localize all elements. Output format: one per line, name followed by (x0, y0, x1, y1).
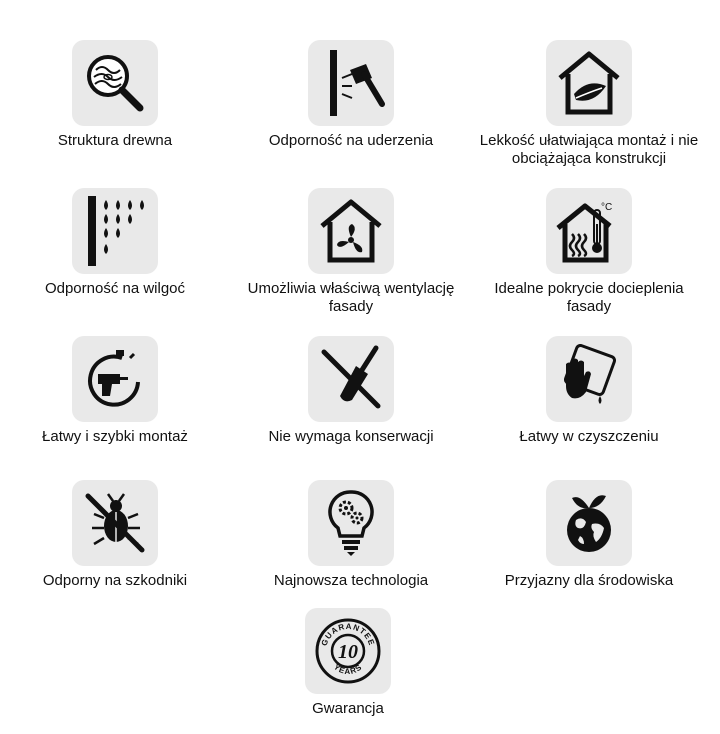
icon-tile (72, 336, 158, 422)
feature-item (0, 40, 230, 150)
feature-item (0, 336, 230, 446)
feature-item (236, 40, 466, 150)
feature-label: Lekkość ułatwiająca montaż i nie obciążająca konstrukcji (479, 132, 699, 167)
icon-tile (72, 40, 158, 126)
feature-label: Odporność na uderzenia (268, 132, 434, 149)
feature-label: Struktura drewna (57, 132, 173, 149)
house-thermometer-icon (554, 196, 624, 266)
icon-tile (308, 480, 394, 566)
no-brush-icon (316, 344, 386, 414)
icon-tile (305, 608, 391, 694)
feature-item (233, 608, 463, 718)
feature-item (474, 40, 704, 168)
feature-label: Najnowsza technologia (273, 572, 429, 589)
icon-tile (546, 480, 632, 566)
feature-item (0, 188, 230, 298)
drill-stopwatch-icon (80, 344, 150, 414)
icon-tile (72, 480, 158, 566)
svg-text:YEARS (332, 662, 364, 676)
hand-wipe-icon (554, 344, 624, 414)
seal-number: 10 (338, 641, 358, 663)
icon-tile (72, 188, 158, 274)
hammer-wall-icon (316, 48, 386, 118)
icon-tile (308, 40, 394, 126)
feature-item (236, 480, 466, 590)
feature-label: Nie wymaga konserwacji (268, 428, 434, 445)
celsius-label: °C (601, 202, 613, 213)
house-feather-icon (554, 48, 624, 118)
icon-tile (546, 336, 632, 422)
icon-tile (308, 336, 394, 422)
feature-label: Łatwy i szybki montaż (42, 428, 188, 445)
feature-label: Odporność na wilgoć (44, 280, 186, 297)
feature-item (474, 336, 704, 446)
seal-top-text: GUARANTEE (319, 621, 377, 648)
feature-label: Łatwy w czyszczeniu (519, 428, 659, 445)
feature-label: Gwarancja (312, 700, 384, 717)
feature-item (474, 188, 704, 316)
icon-tile (546, 188, 632, 274)
feature-item (236, 336, 466, 446)
icon-tile (308, 188, 394, 274)
rain-wall-icon (80, 196, 150, 266)
feature-label: Przyjazny dla środowiska (504, 572, 674, 589)
earth-leaves-icon (554, 488, 624, 558)
guarantee-seal-icon (313, 616, 383, 686)
seal-bottom-text: YEARS (332, 662, 364, 677)
feature-item (236, 188, 466, 316)
no-bug-icon (80, 488, 150, 558)
feature-item (474, 480, 704, 590)
house-fan-icon (316, 196, 386, 266)
icon-tile (546, 40, 632, 126)
magnifier-wood-icon (80, 48, 150, 118)
lightbulb-gears-icon (316, 488, 386, 558)
feature-label: Umożliwia właściwą wentylację fasady (247, 280, 455, 315)
feature-label: Odporny na szkodniki (42, 572, 188, 589)
feature-label: Idealne pokrycie docieplenia fasady (494, 280, 684, 315)
feature-item (0, 480, 230, 590)
